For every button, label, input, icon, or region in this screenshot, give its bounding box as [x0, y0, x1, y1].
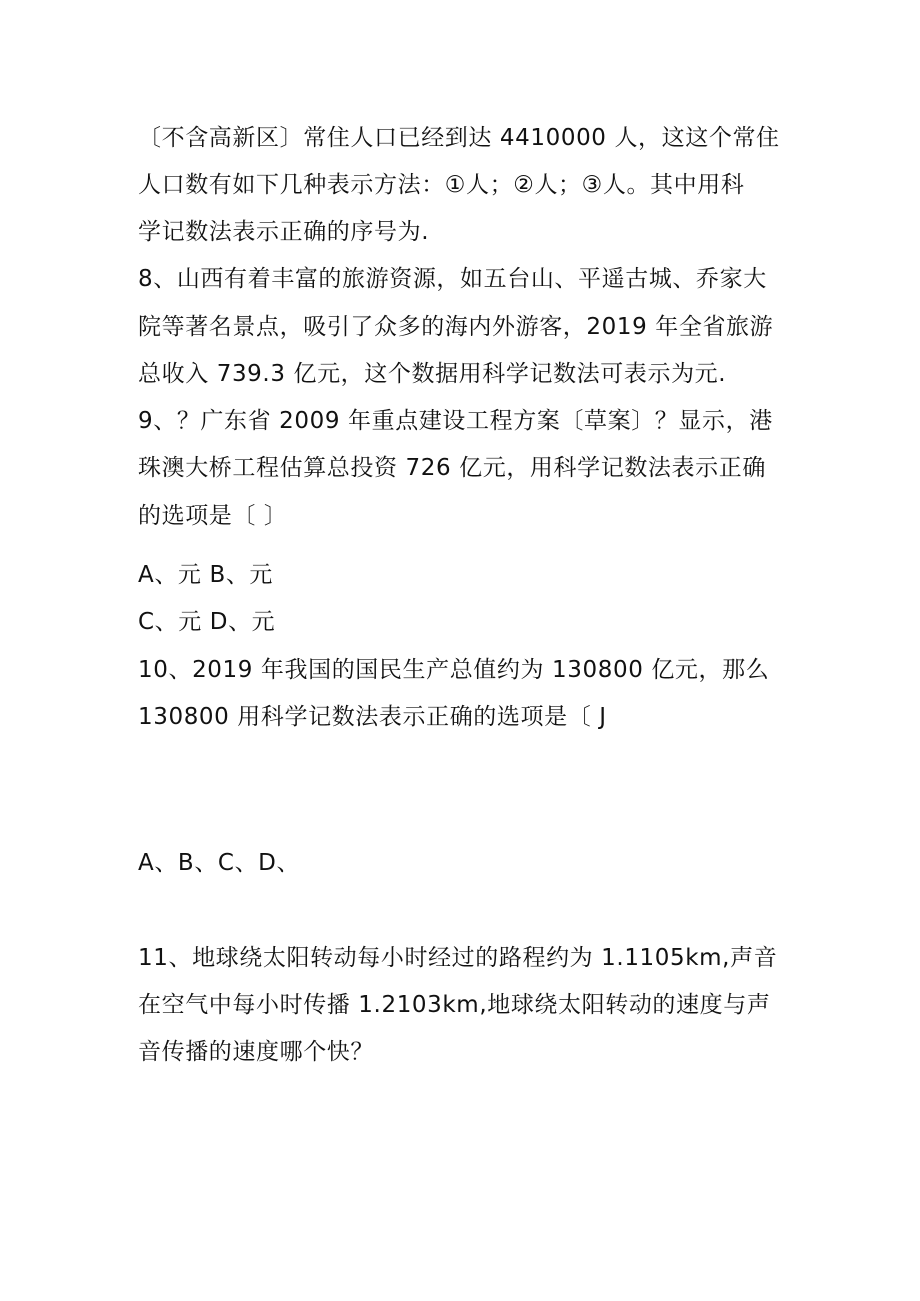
q8-line-3: 总收入 739.3 亿元，这个数据用科学记数法可表示为元.	[138, 361, 727, 387]
q11-line-1: 11、地球绕太阳转动每小时经过的路程约为 1.1105km,声音	[138, 945, 778, 971]
q10-line-1: 10、2019 年我国的国民生产总值约为 130800 亿元，那么	[138, 657, 770, 683]
q9-options-ab: A、元 B、元	[138, 562, 274, 588]
q9-line-3: 的选项是〔 〕	[138, 503, 288, 529]
q7-line-2: 人口数有如下几种表示方法：①人；②人；③人。其中用科	[138, 172, 745, 198]
q7-line-3: 学记数法表示正确的序号为.	[138, 219, 430, 245]
q9-line-1: 9、？广东省 2009 年重点建设工程方案〔草案〕？显示，港	[138, 408, 773, 434]
q9-line-2: 珠澳大桥工程估算总投资 726 亿元，用科学记数法表示正确	[138, 455, 766, 481]
q10-line-2: 130800 用科学记数法表示正确的选项是〔 J	[138, 704, 607, 730]
q9-options-cd: C、元 D、元	[138, 609, 276, 635]
q11-line-2: 在空气中每小时传播 1.2103km,地球绕太阳转动的速度与声	[138, 992, 771, 1018]
q10-options: A、B、C、D、	[138, 850, 301, 876]
q8-line-2: 院等著名景点，吸引了众多的海内外游客，2019 年全省旅游	[138, 314, 774, 340]
q11-line-3: 音传播的速度哪个快？	[138, 1039, 374, 1065]
q7-line-1: 〔不含高新区〕常住人口已经到达 4410000 人，这这个常住	[138, 125, 780, 151]
q8-line-1: 8、山西有着丰富的旅游资源，如五台山、平遥古城、乔家大	[138, 266, 767, 292]
